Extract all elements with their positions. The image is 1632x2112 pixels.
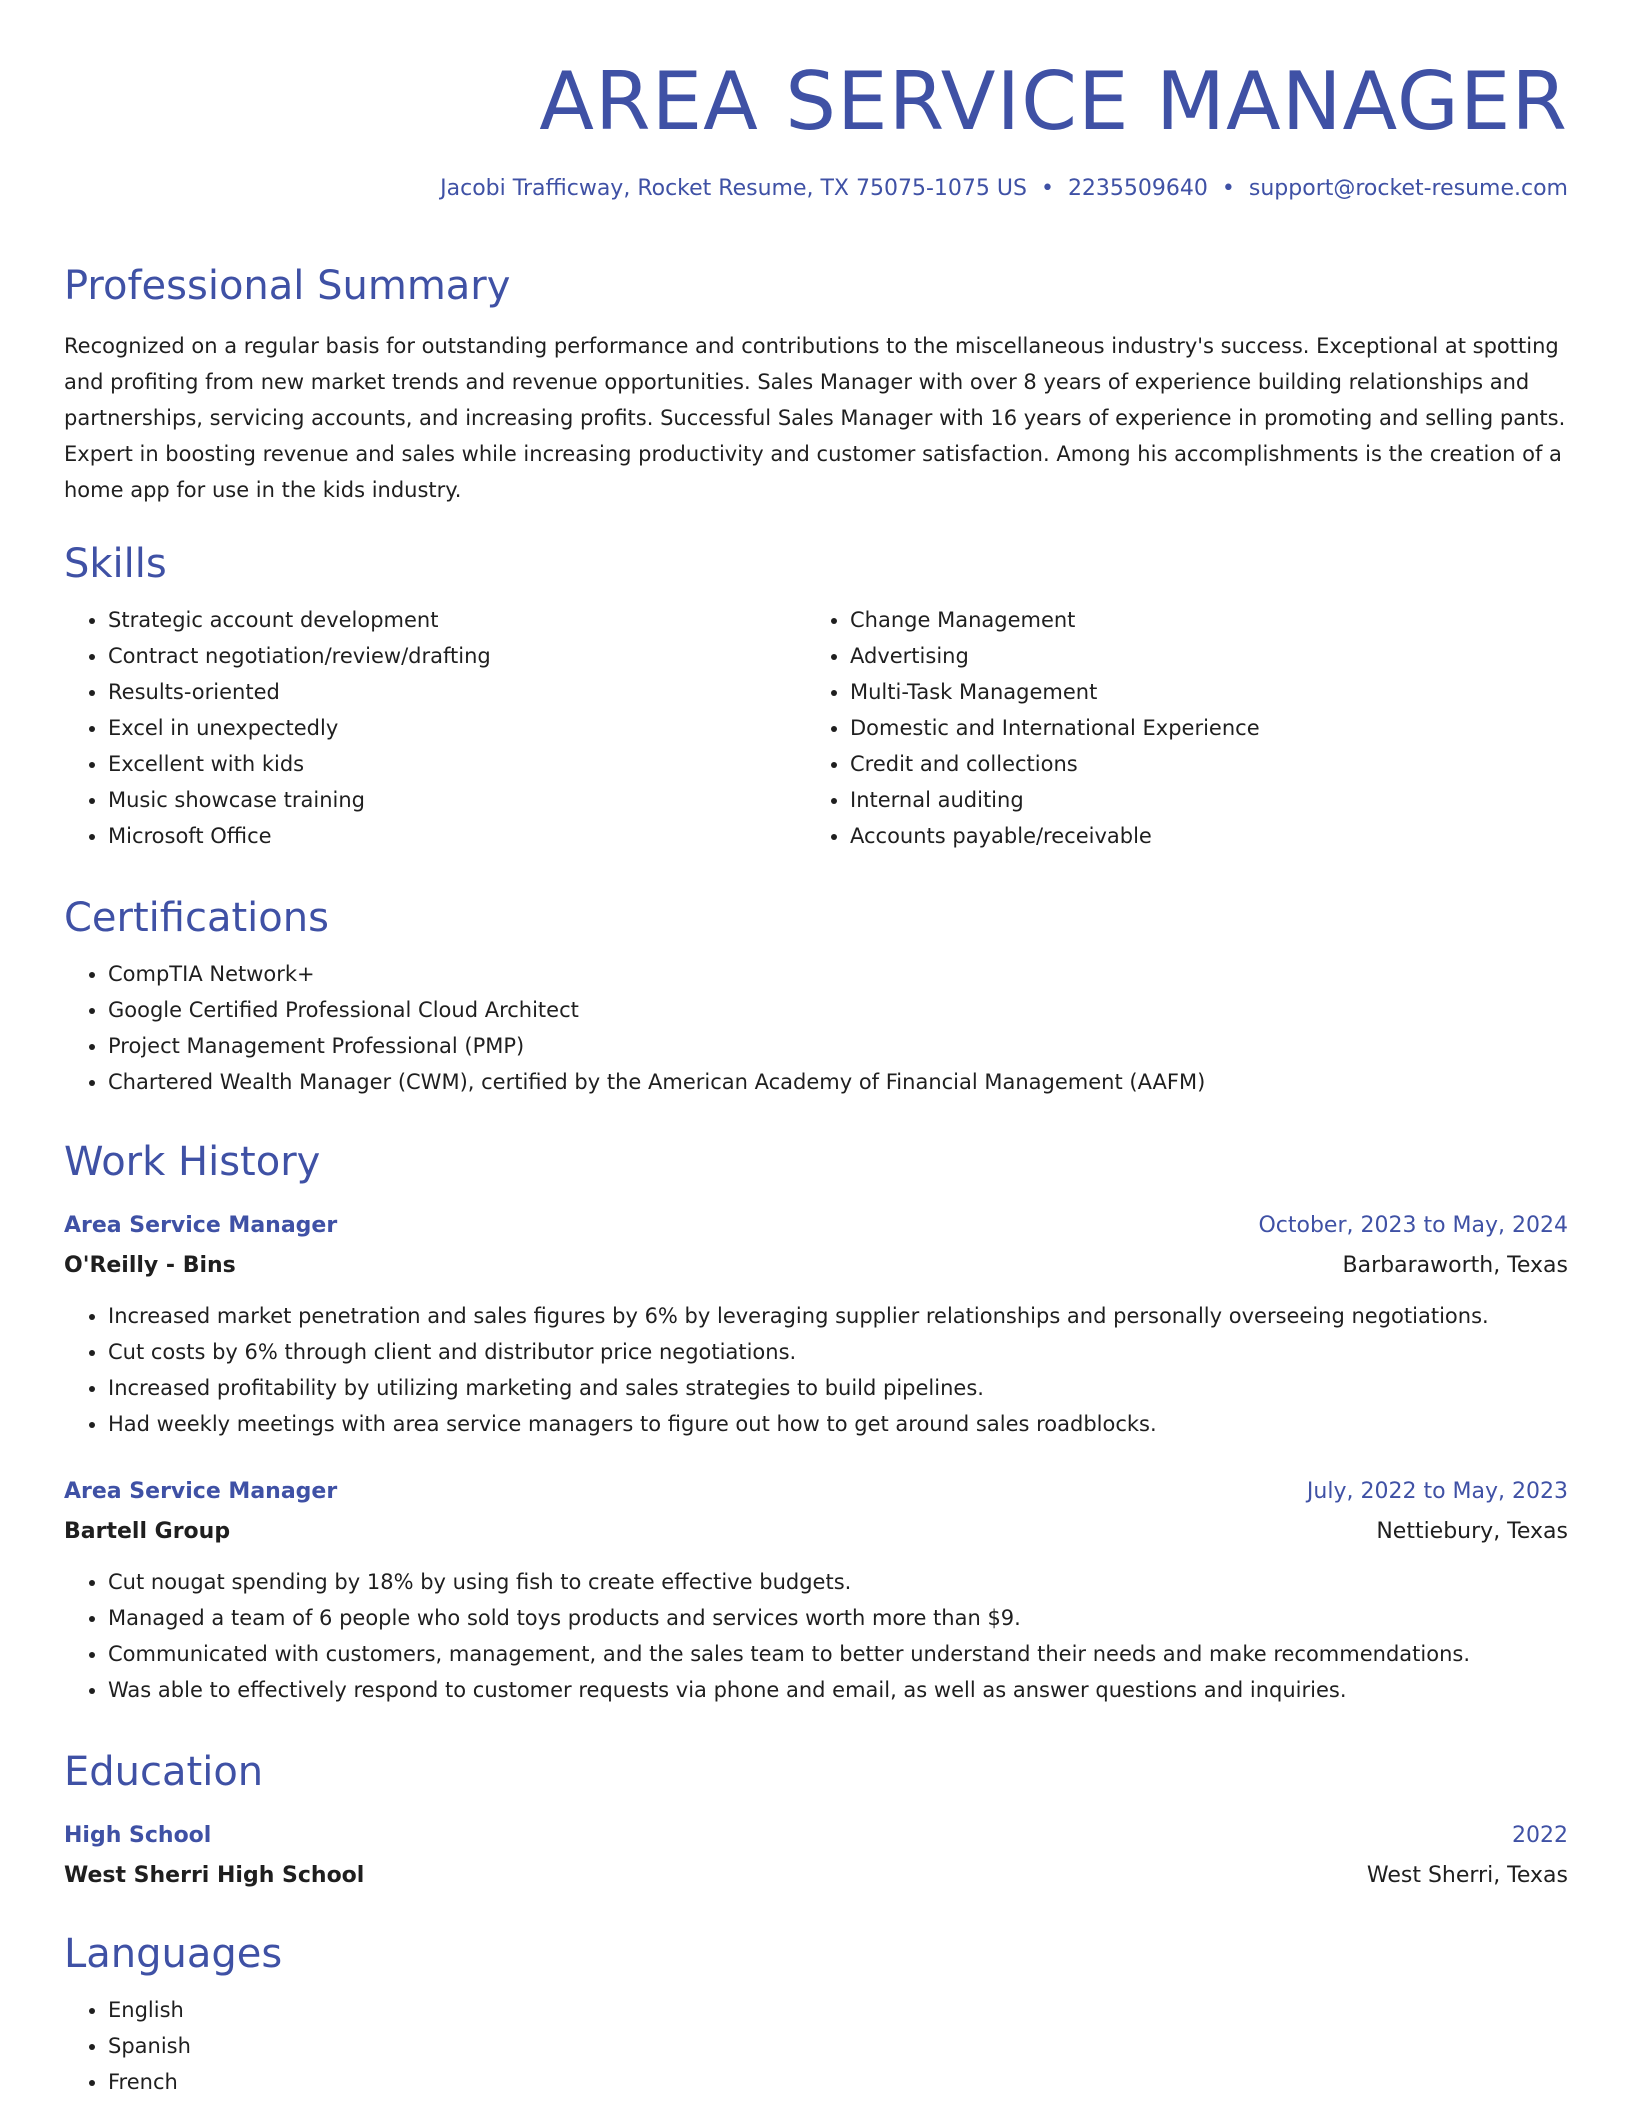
job-bullets: [64, 1564, 1568, 1708]
summary-text: Recognized on a regular basis for outstanding performance and contributions to the miscellaneous industry's success. Exceptional at spotting and profiting from new market trends and revenue opportunities. Sales Manager with over 8 years of experience building relationships and partnerships, servicing accounts, and increasing profits. Successful Sales Manager with 16 years of experience in promoting and selling pants. Expert in boosting revenue and sales while increasing productivity and customer satisfaction. Among his accomplishments is the creation of a home app for use in the kids industry.: [64, 334, 1566, 502]
certification-item: • Project Management Professional (PMP): [108, 1028, 1568, 1064]
summary-section: [64, 262, 1568, 508]
skill-item: • Strategic account development: [108, 602, 806, 638]
skills-list-left: [64, 602, 806, 854]
education-year: 2022: [1512, 1823, 1568, 1848]
certifications-title: Certifications: [64, 895, 329, 941]
job-dates: October, 2023 to May, 2024: [1258, 1213, 1568, 1238]
skill-item: • Domestic and International Experience: [850, 710, 1548, 746]
job-entry: [64, 1206, 1568, 1442]
skill-item: • Advertising: [850, 638, 1548, 674]
education-school-row: [64, 1856, 1568, 1896]
skill-item: • Results-oriented: [108, 674, 806, 710]
job-title: Area Service Manager: [64, 1213, 338, 1238]
languages-section: [64, 1930, 1568, 2100]
languages-title: Languages: [64, 1931, 283, 1977]
work-history-section: [64, 1138, 1568, 1708]
education-school: West Sherri High School: [64, 1863, 365, 1888]
job-company: O'Reilly - Bins: [64, 1253, 236, 1278]
job-bullet: • Increased market penetration and sales figures by 6% by leveraging supplier relationships and personally overseeing negotiations.: [108, 1298, 1568, 1334]
certifications-list: [64, 956, 1568, 1100]
job-location: Nettiebury, Texas: [1376, 1519, 1568, 1544]
skills-section: [64, 540, 1568, 854]
job-bullet: • Increased profitability by utilizing marketing and sales strategies to build pipelines.: [108, 1370, 1568, 1406]
job-title-row: [64, 1206, 1568, 1246]
summary-title: Professional Summary: [64, 263, 511, 309]
education-degree: High School: [64, 1823, 212, 1848]
contact-separator: •: [1040, 176, 1054, 201]
skill-item: • Excellent with kids: [108, 746, 806, 782]
job-bullet: • Had weekly meetings with area service managers to figure out how to get around sales roadblocks.: [108, 1406, 1568, 1442]
job-title-row: [64, 1472, 1568, 1512]
contact-email[interactable]: support@rocket-resume.com: [1248, 176, 1568, 201]
job-company-row: [64, 1512, 1568, 1552]
job-bullets: [64, 1298, 1568, 1442]
skill-item: • Excel in unexpectedly: [108, 710, 806, 746]
skill-item: • Contract negotiation/review/drafting: [108, 638, 806, 674]
contact-phone: 2235509640: [1067, 176, 1208, 201]
languages-list: [64, 1992, 1568, 2100]
language-item: • French: [108, 2064, 1568, 2100]
certification-item: • CompTIA Network+: [108, 956, 1568, 992]
education-entry: [64, 1816, 1568, 1896]
skill-item: • Microsoft Office: [108, 818, 806, 854]
skills-column-left: [64, 602, 806, 854]
job-location: Barbaraworth, Texas: [1342, 1253, 1568, 1278]
job-dates: July, 2022 to May, 2023: [1306, 1479, 1568, 1504]
skills-columns: [64, 602, 1568, 854]
skill-item: • Credit and collections: [850, 746, 1548, 782]
job-company: Bartell Group: [64, 1519, 231, 1544]
job-bullet: • Communicated with customers, management, and the sales team to better understand their needs and make recommendations.: [108, 1636, 1568, 1672]
job-company-row: [64, 1246, 1568, 1286]
skill-item: • Music showcase training: [108, 782, 806, 818]
skill-item: • Internal auditing: [850, 782, 1548, 818]
certification-item: • Google Certified Professional Cloud Architect: [108, 992, 1568, 1028]
resume-page: [64, 0, 1568, 2094]
contact-address: Jacobi Trafficway, Rocket Resume, TX 75075-1075 US: [440, 176, 1027, 201]
education-location: West Sherri, Texas: [1366, 1863, 1568, 1888]
skill-item: • Change Management: [850, 602, 1548, 638]
job-title: Area Service Manager: [64, 1479, 338, 1504]
skill-item: • Multi-Task Management: [850, 674, 1548, 710]
language-item: • Spanish: [108, 2028, 1568, 2064]
work-history-title: Work History: [64, 1139, 321, 1185]
skill-item: • Accounts payable/receivable: [850, 818, 1548, 854]
education-degree-row: [64, 1816, 1568, 1856]
certification-item: • Chartered Wealth Manager (CWM), certified by the American Academy of Financial Management (AAFM): [108, 1064, 1568, 1100]
job-bullet: • Cut nougat spending by 18% by using fish to create effective budgets.: [108, 1564, 1568, 1600]
contact-separator: •: [1221, 176, 1235, 201]
skills-column-right: [806, 602, 1548, 854]
job-bullet: • Managed a team of 6 people who sold toys products and services worth more than $9.: [108, 1600, 1568, 1636]
education-title: Education: [64, 1749, 264, 1795]
skills-list-right: [806, 602, 1548, 854]
skills-title: Skills: [64, 541, 167, 587]
job-entry: [64, 1472, 1568, 1708]
language-item: • English: [108, 1992, 1568, 2028]
certifications-section: [64, 894, 1568, 1100]
job-bullet: • Cut costs by 6% through client and distributor price negotiations.: [108, 1334, 1568, 1370]
education-section: [64, 1748, 1568, 1896]
contact-line: [64, 176, 1568, 201]
job-bullet: • Was able to effectively respond to customer requests via phone and email, as well as answer questions and inquiries.: [108, 1672, 1568, 1708]
resume-name: AREA SERVICE MANAGER: [539, 55, 1568, 148]
